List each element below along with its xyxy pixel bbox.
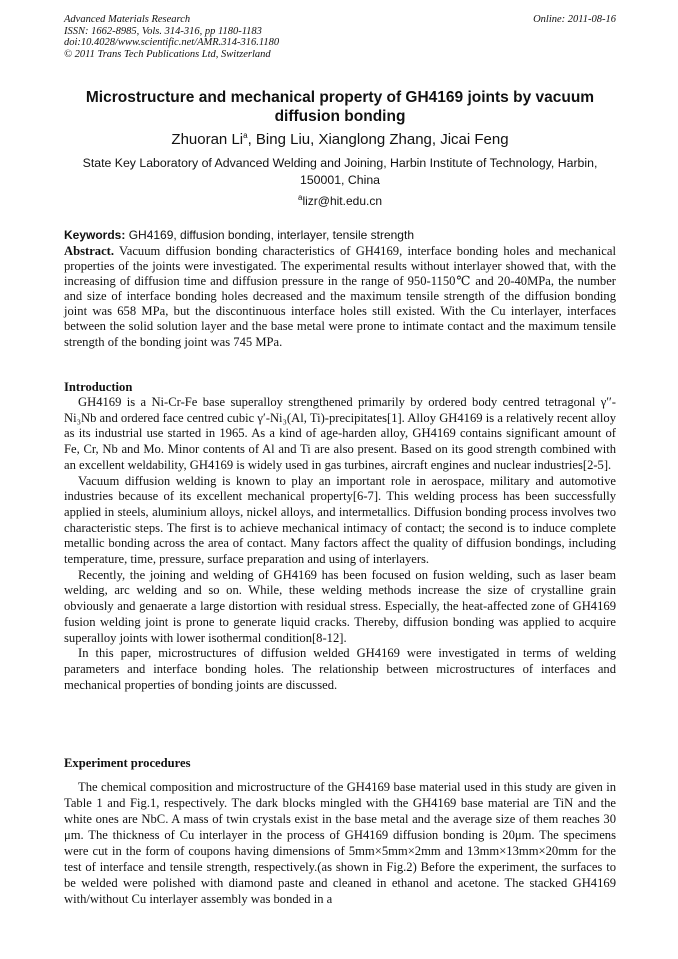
doi-line: doi:10.4028/www.scientific.net/AMR.314-316.1180	[64, 37, 280, 48]
email-line	[64, 193, 616, 209]
paragraph: Recently, the joining and welding of GH4169 has been focused on fusion welding, such as laser beam welding, arc welding and so on. While, these welding methods increase the size of crystalline grain obviously and genaerate a large distortion with residual stress. Especially, the heat-affected zone of GH4169 fusion welding joint is prone to generate liquid cracks. Thereby, diffusion bonding was applied to acquire superalloy joints with lower isothermal condition[8-12].	[64, 567, 616, 645]
online-date: Online: 2011-08-16	[533, 14, 616, 25]
author-list	[64, 131, 616, 149]
abstract-text: Vacuum diffusion bonding characteristics of GH4169, interface bonding holes and mechanical properties of the joints were investigated. The experimental results without interlayer showed that, with the increasing of diffusion time and diffusion pressure in the range of 950-1150℃ and 20-40MPa, the number and size of interface bonding holes decreased and the maximum tensile strength of the diffusion bonding joint was 658 MPa, but the discontinuous interface holes still existed. With the Cu interlayer, interfaces between the solid solution layer and the base metal were prone to intimate contact and the maximum tensile strength of the bonding joint was 745 MPa.	[64, 244, 616, 349]
section-heading-introduction: Introduction	[64, 380, 133, 394]
email-address: lizr@hit.edu.cn	[302, 194, 382, 208]
keywords-label: Keywords:	[64, 228, 126, 242]
issn-line: ISSN: 1662-8985, Vols. 314-316, pp 1180-1183	[64, 25, 262, 37]
affiliation: State Key Laboratory of Advanced Welding and Joining, Harbin Institute of Technology, Harbin, 150001, China	[82, 156, 598, 187]
section-heading-experiment: Experiment procedures	[64, 756, 191, 770]
keywords	[64, 228, 616, 243]
journal-name: Advanced Materials Research	[64, 14, 191, 25]
first-author-marker: a	[243, 131, 248, 140]
experiment-body	[64, 779, 616, 907]
paragraph: In this paper, microstructures of diffusion welded GH4169 were investigated in terms of welding parameters and interface bonding holes. The relationship between microstructures of interfaces and mechanical properties of bonding joints are discussed.	[64, 646, 616, 692]
paragraph: GH4169 is a Ni-Cr-Fe base superalloy strengthened primarily by ordered body centred tetragonal γ′′-Ni₃Nb and ordered face centred cubic γ′-Ni₃(Al, Ti)-precipitates[1]. Alloy GH4169 is a relatively recent alloy as its industrial use started in 1965. As a kind of age-harden alloy, GH4169 contains significant amount of Fe, Cr, Nb and Mo. Minor contents of Al and Ti are also present. Based on its good strength combined with an excellent weldability, GH4169 is widely used in gas turbines, aircraft engines and nuclear industries[2-5].	[64, 395, 616, 472]
paper-title: Microstructure and mechanical property of GH4169 joints by vacuum diffusion bonding	[85, 89, 595, 125]
other-authors: , Bing Liu, Xianglong Zhang, Jicai Feng	[247, 131, 509, 148]
paragraph: The chemical composition and microstructure of the GH4169 base material used in this study are given in Table 1 and Fig.1, respectively. The dark blocks mingled with the GH4169 base material are TiN and the white ones are NbC. A mass of twin crystals exist in the base metal and the average size of them reaches 30 μm. The thickness of Cu interlayer in the process of GH4169 diffusion bonding is 20μm. The specimens were cut in the form of coupons having dimensions of 5mm×5mm×2mm and 13mm×13mm×20mm for the test of interface and tensile strength, respectively.(as shown in Fig.2) Before the experiment, the surfaces to be welded were polished with diamond paste and cleaned in ethanol and acetone. The stacked GH4169 with/without Cu interlayer assembly was bonded in a	[64, 780, 616, 906]
page-header	[64, 14, 616, 60]
abstract	[64, 244, 616, 350]
email-marker: a	[298, 193, 303, 202]
copyright-line: © 2011 Trans Tech Publications Ltd, Switzerland	[64, 48, 271, 60]
introduction-body	[64, 395, 616, 693]
keywords-text: GH4169, diffusion bonding, interlayer, tensile strength	[125, 228, 414, 242]
first-author: Zhuoran Li	[171, 131, 244, 148]
abstract-label: Abstract.	[64, 244, 115, 258]
paragraph: Vacuum diffusion welding is known to play an important role in aerospace, military and automotive industries because of its excellent mechanical property[6-7]. This welding process has been successfully applied in steels, aluminium alloys, nickel alloys, and intermetallics. Diffusion bonding process involves two characteristic steps. The first is to achieve mechanical intimacy of contact; the second is to induce complete metallic bonding across the area of contact. Many factors affect the quality of diffusion bondings, including temperature, time, pressure, surface preparation and using of interlayers.	[64, 473, 616, 567]
